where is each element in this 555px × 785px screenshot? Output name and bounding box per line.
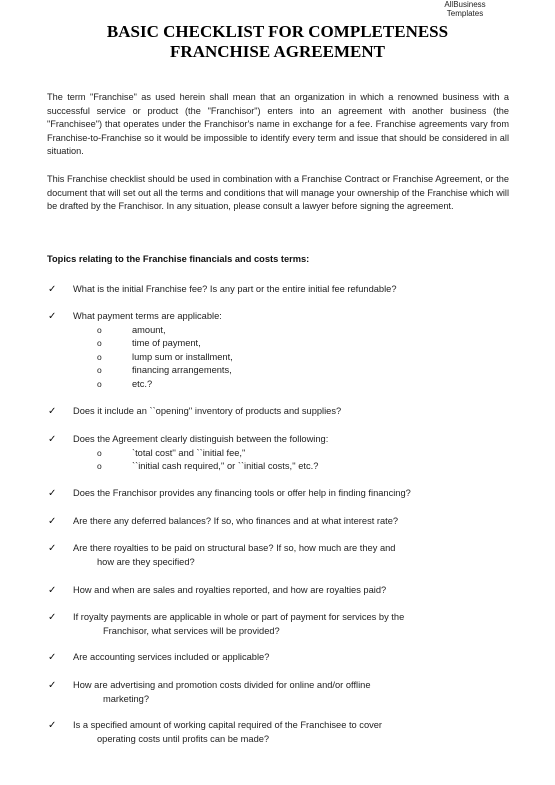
sub-item — [0, 460, 555, 474]
bullet-icon: o — [97, 447, 102, 458]
title-line-2: FRANCHISE AGREEMENT — [170, 42, 385, 61]
question-text: Does it include an ``opening'' inventory of products and supplies? — [73, 406, 342, 416]
checkmark-icon: ✓ — [48, 680, 57, 691]
question-text: Are accounting services included or applicable? — [73, 652, 270, 662]
bullet-icon: o — [97, 378, 102, 389]
question-text: How are advertising and promotion costs divided for online and/or offline — [73, 680, 371, 690]
checklist-question — [73, 719, 513, 746]
sub-item-text: etc.? — [132, 378, 153, 389]
sub-item-text: time of payment, — [132, 338, 201, 349]
checkmark-icon: ✓ — [48, 434, 57, 445]
checklist-question — [73, 584, 513, 598]
checkmark-icon: ✓ — [48, 406, 57, 417]
question-text: Are there royalties to be paid on structural base? If so, how much are they and — [73, 543, 396, 553]
intro-paragraph-2: This Franchise checklist should be used in combination with a Franchise Contract or Franchise Agreement, or the document that will set out all the terms and conditions that will manage your ownership of the Franchise which will be drafted by the Franchisor. In any situation, please consult a lawyer before signing the agreement. — [47, 174, 509, 212]
checklist-question — [73, 651, 513, 665]
question-text: Are there any deferred balances? If so, who finances and at what interest rate? — [73, 516, 399, 526]
question-text: What payment terms are applicable: — [73, 311, 222, 321]
question-text: What is the initial Franchise fee? Is any part or the entire initial fee refundable? — [73, 284, 397, 294]
sub-item — [0, 378, 555, 392]
sub-item — [0, 324, 555, 338]
checkmark-icon: ✓ — [48, 585, 57, 596]
sub-item-text: ``initial cash required,'' or ``initial costs,'' etc.? — [132, 461, 319, 472]
brand-line-2: Templates — [446, 9, 484, 18]
question-continuation: how are they specified? — [97, 556, 195, 567]
sub-item — [0, 364, 555, 378]
bullet-icon: o — [97, 461, 102, 472]
sub-item — [0, 337, 555, 351]
question-continuation: marketing? — [103, 693, 149, 704]
question-text: Does the Agreement clearly distinguish between the following: — [73, 434, 329, 444]
intro-paragraph-1: The term "Franchise" as used herein shall mean that an organization in which a renowned business with a successful service or product (the "Franchisor") enters into an agreement with another business (the "Franchisee") that operates under the Franchisor's name in exchange for a fee. Franchise agreements vary from Franchise-to-Franchise so it would be impossible to identify every term and issue that should be considered in all situation. — [47, 92, 509, 157]
sub-item — [0, 351, 555, 365]
question-text: Does the Franchisor provides any financing tools or offer help in finding financing? — [73, 488, 411, 498]
bullet-icon: o — [97, 365, 102, 376]
question-text: How and when are sales and royalties reported, and how are royalties paid? — [73, 585, 387, 595]
checklist-question — [73, 405, 513, 419]
brand-line-1: AllBusiness — [444, 0, 486, 9]
checklist-question — [73, 542, 513, 569]
checkmark-icon: ✓ — [48, 720, 57, 731]
checklist-question — [73, 611, 513, 638]
checkmark-icon: ✓ — [48, 311, 57, 322]
bullet-icon: o — [97, 351, 102, 362]
sub-item-list — [0, 447, 555, 474]
checkmark-icon: ✓ — [48, 543, 57, 554]
checkmark-icon: ✓ — [48, 652, 57, 663]
sub-item-text: lump sum or installment, — [132, 351, 233, 362]
checklist-question — [73, 679, 513, 706]
checkmark-icon: ✓ — [48, 284, 57, 295]
checklist-question — [73, 487, 513, 501]
sub-item-text: financing arrangements, — [132, 365, 232, 376]
checklist-question — [73, 515, 513, 529]
checklist-question — [73, 310, 513, 324]
bullet-icon: o — [97, 324, 102, 335]
sub-item-text: `total cost'' and ``initial fee," — [132, 447, 246, 458]
sub-item-list — [0, 324, 555, 392]
question-text: Is a specified amount of working capital required of the Franchisee to cover — [73, 720, 383, 730]
question-continuation: Franchisor, what services will be provided? — [103, 625, 280, 636]
checkmark-icon: ✓ — [48, 516, 57, 527]
checklist-question — [73, 283, 513, 297]
section-heading: Topics relating to the Franchise financials and costs terms: — [47, 254, 310, 264]
sub-item-text: amount, — [132, 324, 166, 335]
checkmark-icon: ✓ — [48, 612, 57, 623]
question-continuation: operating costs until profits can be made? — [97, 733, 270, 744]
title-line-1: BASIC CHECKLIST FOR COMPLETENESS — [106, 22, 449, 41]
question-text: If royalty payments are applicable in whole or part of payment for services by the — [73, 612, 405, 622]
checkmark-icon: ✓ — [48, 488, 57, 499]
sub-item — [0, 447, 555, 461]
checklist-question — [73, 433, 513, 447]
bullet-icon: o — [97, 338, 102, 349]
